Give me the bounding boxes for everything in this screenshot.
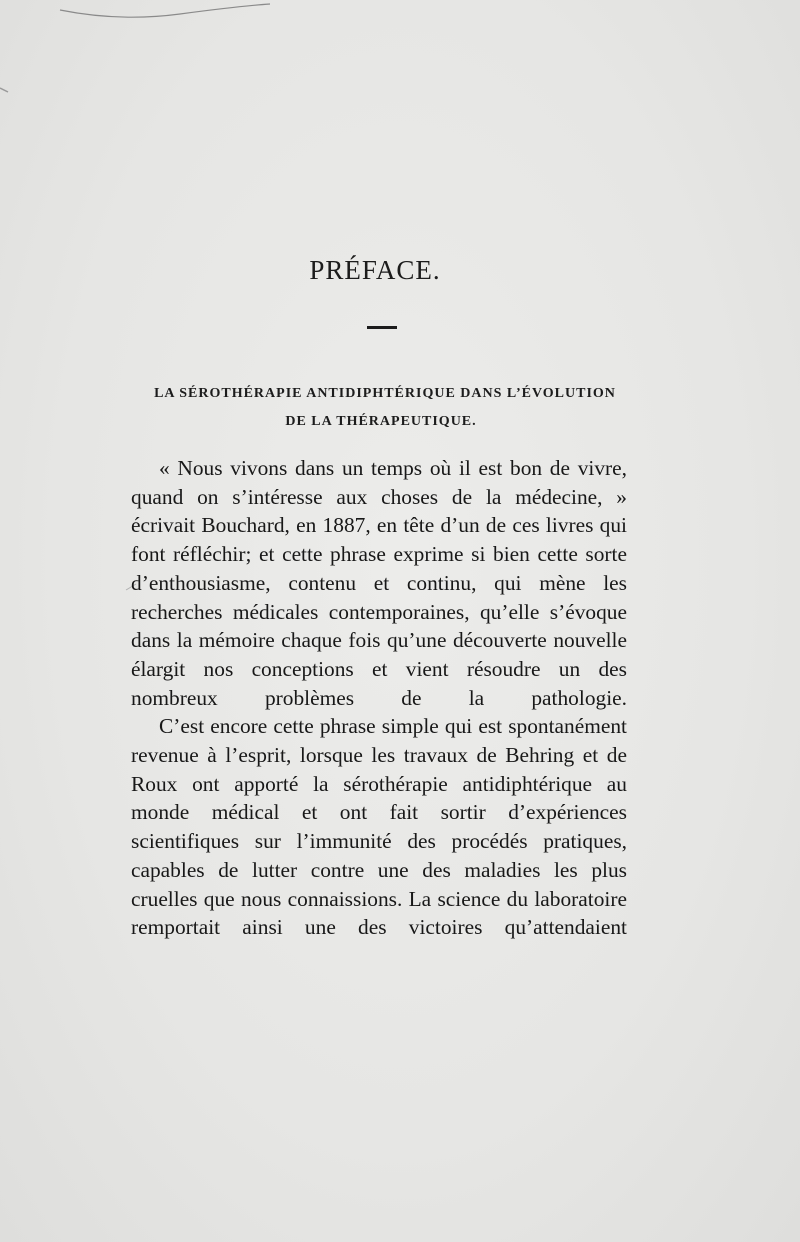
page-title: PRÉFACE. <box>309 255 441 285</box>
top-edge-scratch <box>60 4 270 17</box>
paragraph-2: C’est encore cette phrase simple qui est spontanément revenue à l’esprit, lorsque les travaux de Behring et de Roux ont apporté la sérothérapie antidiphtérique au monde médical et ont fait sortir d’expériences scientifiques sur l’immunité des procédés pratiques, capables de lutter contre une des maladies les plus cruelles que nous connaissions. La science du laboratoire remportait ainsi une des victoires qu’attendaient <box>131 714 627 940</box>
title-divider <box>367 326 397 329</box>
paragraph-1: « Nous vivons dans un temps où il est bon de vivre, quand on s’intéresse aux choses de la médecine, » écrivait Bouchard, en 1887, en tête d’un de ces livres qui font réfléchir; et cette phrase exprime si bien cette sorte d’enthousiasme, contenu et continu, qui mène les recherches médicales contemporaines, qu’elle s’évoque dans la mémoire chaque fois qu’une découverte nouvelle élargit nos conceptions et vient résoudre un des nombreux problèmes de la pathologie. <box>131 456 627 710</box>
left-edge-mark <box>0 88 8 92</box>
body-text <box>131 454 627 942</box>
section-heading-line-2: DE LA THÉRAPEUTIQUE. <box>285 414 477 429</box>
section-heading-line-1: LA SÉROTHÉRAPIE ANTIDIPHTÉRIQUE DANS L’ÉVOLUTION <box>154 386 616 401</box>
